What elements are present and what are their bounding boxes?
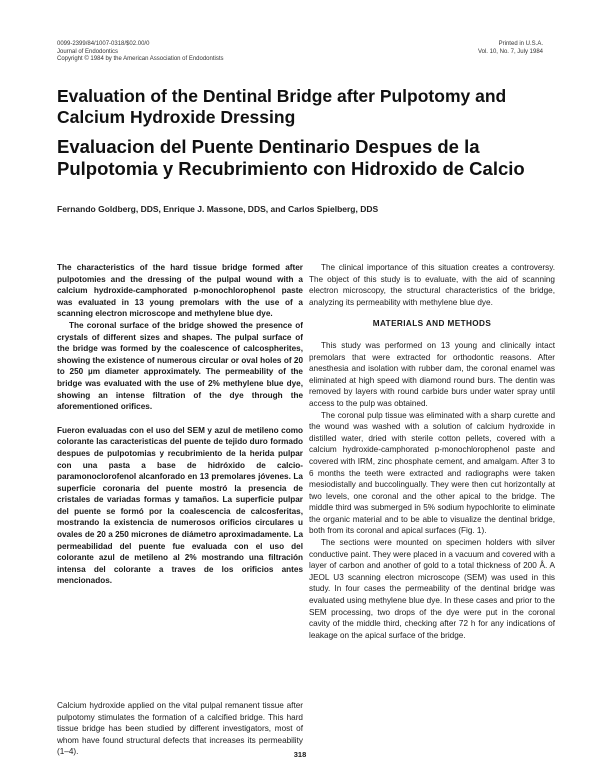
section-heading: MATERIALS AND METHODS	[372, 319, 492, 329]
left-column	[57, 262, 303, 587]
methods-paragraph: The sections were mounted on specimen holders with silver conductive paint. They were placed in a vacuum and covered with a layer of carbon and another of gold to a total thickness of 200 Å. A JEOL U3 scanning electron microscope (SEM) was used in this study. In four cases the permeability of the dentinal bridge was evaluated using methylene blue dye. In these cases and prior to the SEM processing, two drops of the dye were put in the coronal cavity of the middle third, checking after 72 h for any indications of leakage on the apical surface of the bridge.	[309, 538, 555, 640]
abstract-en-paragraph: The characteristics of the hard tissue bridge formed after pulpotomies and the dressing of the pulpal wound with a calcium hydroxide-camphorated p-monochlorophenol paste was evaluated in 13 young premolars with the use of a scanning electron microscope and methylene blue dye.	[57, 263, 303, 319]
header-right-line: Printed in U.S.A.	[498, 41, 543, 47]
methods-paragraph: This study was performed on 13 young and clinically intact premolars that were extracted for orthodontic reasons. After anesthesia and isolation with rubber dam, the coronal enamel was eliminated at high speed with diamond round burs. The dentin was removed by layers with round carbide burs under water spray until access to the pulp was obtained.	[309, 340, 555, 408]
header-left-line: 0099-2399/84/1007-0318/$02.00/0	[57, 41, 150, 47]
journal-header-right	[478, 41, 543, 56]
title-english: Evaluation of the Dentinal Bridge after Pulpotomy and Calcium Hydroxide Dressing	[57, 86, 507, 127]
methods-paragraph: The coronal pulp tissue was eliminated with a sharp curette and the wound was washed with a solution of calcium hydroxide in distilled water, dried with sterile cotton pellets, covered with a calcium hydroxide-camphorated p-monochlorophenol paste and covered with IRM, zinc phosphate cement, and amalgam. After 3 to 6 months the teeth were extracted and radiographs were taken mesiodistally and buccolingually. They were then cut horizontally at two levels, one coronal and the other apical to the bridge. The middle third was submerged in 5% sodium hypochlorite to eliminate the organic material and to be able to visualize the dentinal bridge, both from its coronal and apical surfaces (Fig. 1).	[309, 410, 555, 536]
header-left-line: Journal of Endodontics	[57, 48, 119, 55]
intro-paragraph: Calcium hydroxide applied on the vital pulpal remanent tissue after pulpotomy stimulates the formation of a calcified bridge. This hard tissue bridge has been studied by different investigators, most of whom have found structural defects that increases its permeability (1–4).	[57, 701, 303, 757]
author-line: Fernando Goldberg, DDS, Enrique J. Massone, DDS, and Carlos Spielberg, DDS	[57, 204, 379, 214]
abstract-es-paragraph: Fueron evaluadas con el uso del SEM y azul de metileno como colorante las caracteristicas del puente de tejido duro formado despues de pulpotomias y recubrimiento de la herida pulpar con una pasta a base de hidróxido de calcio-paramonoclorofenol alcanforado en 13 premolares jóvenes. La superficie coronaria del puente mostró la presencia de cristales de variadas formas y tamaños. La superficie pulpar del puente se formó por la coalescencia de calcosferitas, mostrando la existencia de numerosos orificios circulares u ovales de 20 a 250 micrones de diámetro aproximadamente. La permeabilidad del puente fue evaluada con el uso del colorante azul de metileno al 2% mostrando una filtración intensa del colorante a traves de los orificios antes mencionados.	[57, 425, 303, 586]
abstract-en-paragraph: The coronal surface of the bridge showed the presence of crystals of different sizes and shapes. The pulpal surface of the bridge was formed by the coalescence of calcospherites, showing the existence of numerous circular or oval holes of 20 to 250 µm diameter approximately. The permeability of the bridge was evaluated with the use of 2% methylene blue dye, showing an intense filtration of the dye through the aforementioned orifices.	[57, 320, 303, 412]
intro-continuation-paragraph: The clinical importance of this situation creates a controversy. The object of this study is to evaluate, with the aid of scanning electron microscopy, the structural characteristics of the bridge, analyzing its permeability with methylene blue dye.	[309, 263, 555, 307]
header-left-line: Copyright © 1984 by the American Association of Endodontists	[57, 56, 224, 62]
title-spanish: Evaluacion del Puente Dentinario Despues de la Pulpotomia y Recubrimiento con Hidroxido de Calcio	[57, 136, 525, 179]
page-number: 318	[293, 750, 307, 759]
right-column	[309, 262, 555, 641]
journal-header-left	[57, 41, 224, 64]
header-right-line: Vol. 10, No. 7, July 1984	[477, 48, 543, 55]
